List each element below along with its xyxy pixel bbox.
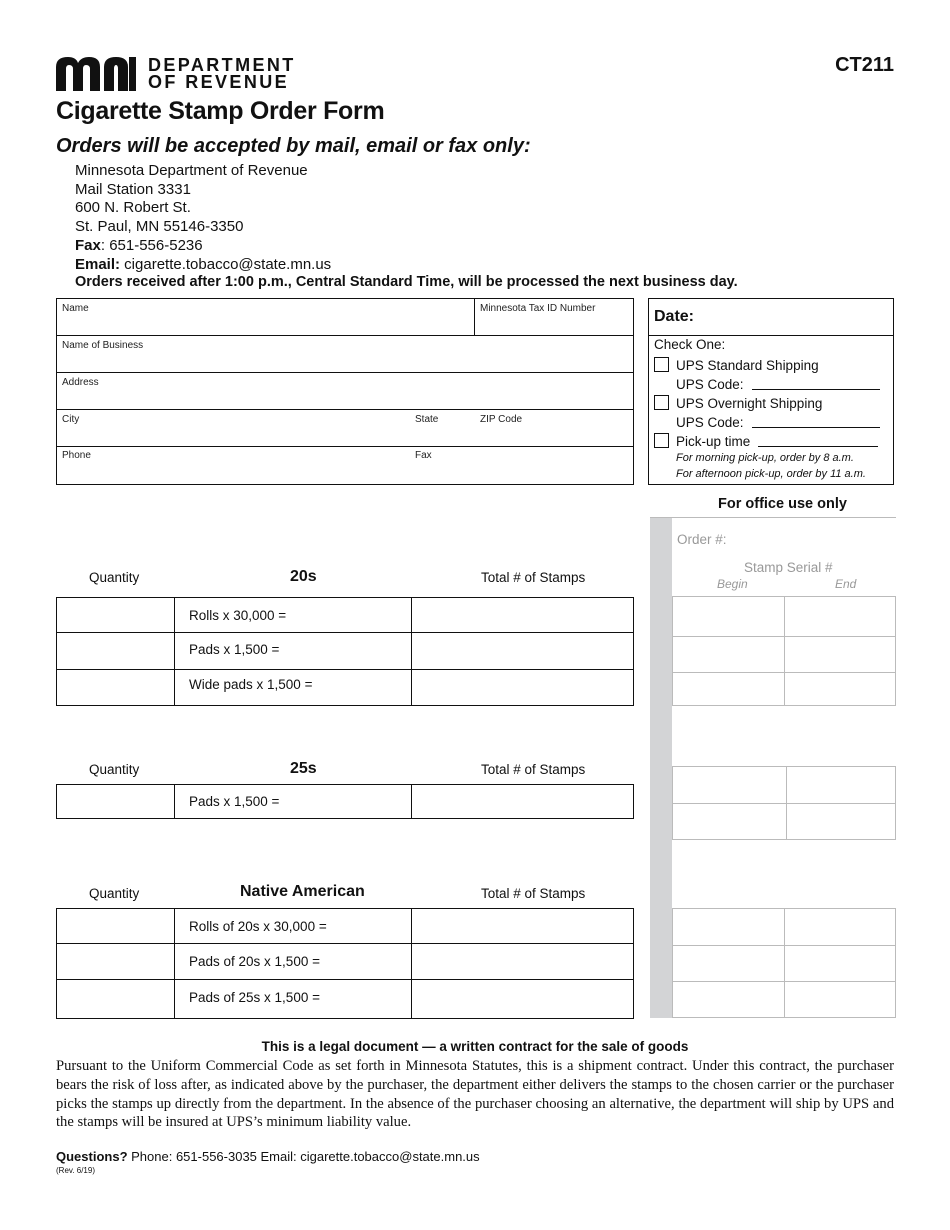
email-label: Email: <box>75 255 121 273</box>
agency-name <box>148 57 296 91</box>
table-row-divider <box>57 669 633 670</box>
table-20s <box>56 597 634 706</box>
quantity-header: Quantity <box>89 886 140 901</box>
address-fax <box>75 237 331 256</box>
office-serial-grid-20s <box>672 596 896 706</box>
table-native <box>56 908 634 1019</box>
pickup-checkbox[interactable] <box>654 433 669 448</box>
quantity-header: Quantity <box>89 762 140 777</box>
ups-code-2-line[interactable] <box>752 427 880 428</box>
zip-field-label[interactable]: ZIP Code <box>480 414 523 425</box>
office-serial-grid-native <box>672 908 896 1018</box>
office-use-rule <box>650 517 896 518</box>
office-use-title: For office use only <box>718 496 847 512</box>
questions-text: Phone: 651-556-3035 Email: cigarette.tobacco@state.mn.us <box>127 1149 480 1164</box>
table-25s-row-pads: Pads x 1,500 = <box>189 794 280 809</box>
quantity-header: Quantity <box>89 570 140 585</box>
page-subtitle: Orders will be accepted by mail, email or fax only: <box>56 135 531 157</box>
table-col-divider <box>174 598 175 705</box>
pickup-note-afternoon: For afternoon pick-up, order by 11 a.m. <box>676 468 866 480</box>
address-email <box>75 256 331 275</box>
name-field-label[interactable]: Name <box>62 303 89 314</box>
ups-overnight-label: UPS Overnight Shipping <box>676 396 823 411</box>
ups-standard-checkbox[interactable] <box>654 357 669 372</box>
grid-divider <box>784 597 785 705</box>
questions-label: Questions? <box>56 1149 128 1164</box>
grid-row-divider <box>673 672 895 673</box>
form-id: CT211 <box>835 54 894 76</box>
ups-code-1-label: UPS Code: <box>676 377 744 392</box>
pickup-label: Pick-up time <box>676 434 751 449</box>
fax-value: : 651-556-5236 <box>100 236 203 254</box>
date-divider <box>649 335 893 336</box>
email-value[interactable]: cigarette.tobacco@state.mn.us <box>120 255 332 273</box>
table-20s-row-rolls: Rolls x 30,000 = <box>189 608 287 623</box>
legal-title: This is a legal document — a written contract for the sale of goods <box>261 1039 689 1054</box>
table-20s-row-pads: Pads x 1,500 = <box>189 642 280 657</box>
grid-row-divider <box>673 981 895 982</box>
table-native-row-rolls-20s: Rolls of 20s x 30,000 = <box>189 919 327 934</box>
grid-row-divider <box>673 636 895 637</box>
questions-contact <box>56 1149 480 1164</box>
shipping-box <box>648 298 894 485</box>
table-row-divider <box>57 979 633 980</box>
table-20s-title: 20s <box>290 568 317 585</box>
grid-divider <box>784 909 785 1017</box>
pickup-note-morning: For morning pick-up, order by 8 a.m. <box>676 452 854 464</box>
mn-logo-icon <box>56 57 136 91</box>
table-20s-row-wide-pads: Wide pads x 1,500 = <box>189 677 313 692</box>
address-mail-station: Mail Station 3331 <box>75 180 191 198</box>
office-use-bar <box>650 518 672 1018</box>
revision-date: (Rev. 6/19) <box>56 1166 95 1175</box>
table-col-divider <box>411 909 412 1018</box>
table-col-divider <box>411 785 412 818</box>
table-col-divider <box>174 909 175 1018</box>
deadline-notice: Orders received after 1:00 p.m., Central Standard Time, will be processed the next business day. <box>75 274 738 290</box>
mailing-address <box>75 162 331 274</box>
table-row-divider <box>57 943 633 944</box>
agency-line-1: DEPARTMENT <box>148 55 296 75</box>
pickup-time-line[interactable] <box>758 446 878 447</box>
grid-row-divider <box>673 945 895 946</box>
city-field-label[interactable]: City <box>62 414 80 425</box>
stamp-serial-label: Stamp Serial # <box>744 560 833 575</box>
date-label[interactable]: Date: <box>654 308 695 325</box>
table-25s <box>56 784 634 819</box>
fax-field-label[interactable]: Fax <box>415 450 432 461</box>
total-stamps-header: Total # of Stamps <box>481 570 586 585</box>
row-divider <box>57 372 633 373</box>
total-stamps-header: Total # of Stamps <box>481 886 586 901</box>
state-field-label[interactable]: State <box>415 414 439 425</box>
tax-id-field-label[interactable]: Minnesota Tax ID Number <box>480 303 596 314</box>
table-25s-title: 25s <box>290 760 317 777</box>
address-street: 600 N. Robert St. <box>75 199 191 217</box>
office-serial-grid-25s <box>672 766 896 840</box>
grid-row-divider <box>673 803 895 804</box>
row-divider <box>57 409 633 410</box>
row-divider <box>57 335 633 336</box>
address-org: Minnesota Department of Revenue <box>75 162 308 179</box>
table-native-row-pads-25s: Pads of 25s x 1,500 = <box>189 990 320 1005</box>
address-field-label[interactable]: Address <box>62 377 99 388</box>
phone-field-label[interactable]: Phone <box>62 450 91 461</box>
serial-end-label: End <box>835 577 857 591</box>
row-divider <box>57 446 633 447</box>
agency-line-2: OF REVENUE <box>148 72 290 92</box>
address-city: St. Paul, MN 55146-3350 <box>75 218 244 236</box>
check-one-label: Check One: <box>654 337 726 352</box>
tax-id-divider <box>474 299 475 335</box>
customer-info-grid <box>56 298 634 485</box>
fax-label: Fax <box>75 236 101 254</box>
ups-overnight-checkbox[interactable] <box>654 395 669 410</box>
total-stamps-header: Total # of Stamps <box>481 762 586 777</box>
table-row-divider <box>57 632 633 633</box>
order-number-label: Order #: <box>677 532 727 547</box>
serial-begin-label: Begin <box>717 577 748 591</box>
table-native-row-pads-20s: Pads of 20s x 1,500 = <box>189 954 320 969</box>
agency-logo <box>56 56 296 92</box>
table-native-title: Native American <box>240 883 365 900</box>
ups-standard-label: UPS Standard Shipping <box>676 358 819 373</box>
ups-code-2-label: UPS Code: <box>676 415 744 430</box>
table-col-divider <box>411 598 412 705</box>
legal-text: Pursuant to the Uniform Commercial Code as set forth in Minnesota Statutes, this is a shipment contract. Under this contract, the purchaser bears the risk of loss after, as indicated above by the purchaser, the department either delivers the stamps to the chosen carrier or the purchaser picks the stamps up directly from the department. In the absence of the purchaser choosing an alternative, the department will ship by UPS and the stamps will be insured at UPS’s minimum liability value. <box>56 1058 894 1131</box>
ups-code-1-line[interactable] <box>752 389 880 390</box>
page-title: Cigarette Stamp Order Form <box>56 97 385 125</box>
business-field-label[interactable]: Name of Business <box>62 340 144 351</box>
table-col-divider <box>174 785 175 818</box>
